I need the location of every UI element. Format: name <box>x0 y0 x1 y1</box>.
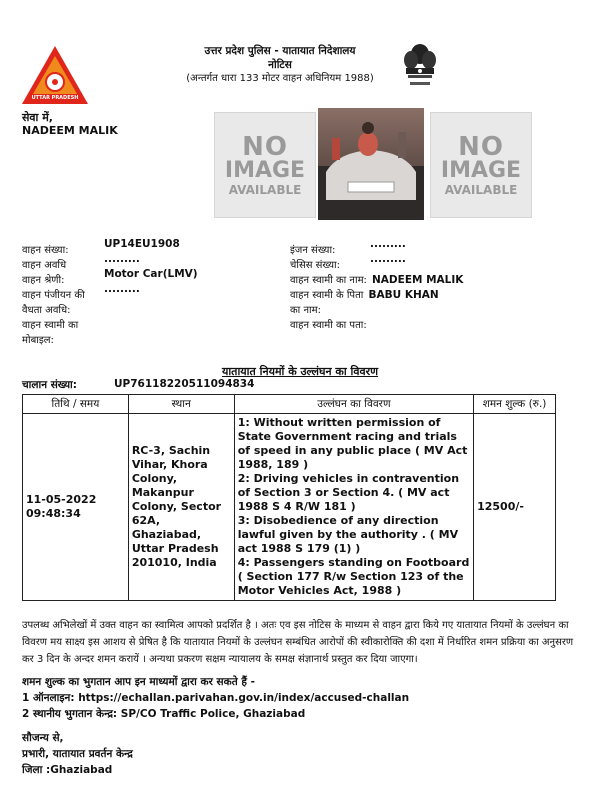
chassis-number-row: चेसिस संख्या: ......... <box>290 253 406 271</box>
vehicle-class-value: Motor Car(LMV) <box>104 268 198 280</box>
violation-date-time <box>23 414 129 601</box>
header-violation-details: उल्लंघन का विवरण <box>234 395 473 414</box>
registration-validity-row: वाहन पंजीयन की ......... <box>22 283 140 301</box>
challan-number: UP76118220511094834 <box>114 378 255 390</box>
logo-text: UTTAR PRADESH <box>31 95 79 101</box>
district-name: जिला :Ghaziabad <box>22 764 113 776</box>
up-police-logo <box>20 44 90 106</box>
table-row <box>23 414 556 601</box>
owner-address-row: वाहन स्वामी का पता: <box>290 320 367 331</box>
violation-section-title: यातायात नियमों के उल्लंघन का विवरण <box>221 365 379 378</box>
engine-number-row: इंजन संख्या: ......... <box>290 238 406 256</box>
act-section: (अन्तर्गत धारा 133 मोटर वाहन अधिनियम 1988) <box>186 73 374 84</box>
officer-title: प्रभारी, यातायात प्रवर्तन केन्द्र <box>22 748 133 760</box>
vehicle-details-right: इंजन संख्या: ......... चेसिस संख्या: ......... वाहन स्वामी का नाम: NADEEM MALIK वाहन स्वामी के पिता BABU KHAN का नाम: वाहन स्वामी का पता: <box>290 238 580 328</box>
owner-mobile-row: वाहन स्वामी का <box>22 320 79 331</box>
violation-date: 11-05-2022 <box>26 493 97 506</box>
notice-body-text: उपलब्ध अभिलेखों में उक्त वाहन का स्वामित्व आपको प्रदर्शित है । अतः एव इस नोटिस के माध्यम से वाहन द्वारा किये गए यातायात नियमों के उल्लंघन का विवरण मय साक्ष्य इस आशय से प्रेषित है कि यातायात नियमों के उल्लंघन सम्बंधित आरोपों की स्वीकारोक्ति की दशा में निर्धारित शमन प्रक्रिया का अनुसरण कर 3 दिन के अन्दर शमन करायें । अन्यथा प्रकरण सक्षम न्यायालय के समक्ष संज्ञानार्थ प्रस्तुत कर दिया जाएगा। <box>22 620 574 665</box>
payment-online-link[interactable]: 1 ऑनलाइन: https://echallan.parivahan.gov.in/index/accused-challan <box>22 692 410 704</box>
vehicle-period-row: वाहन अवधि ......... <box>22 253 140 271</box>
header-place: स्थान <box>128 395 234 414</box>
evidence-image-1: NO IMAGE AVAILABLE <box>214 112 316 218</box>
payment-heading: शमन शुल्क का भुगतान आप इन माध्यमों द्वारा कर सकते हैं - <box>22 676 255 688</box>
challan-label: चालान संख्या: <box>22 379 77 391</box>
fine-amount: 12500/- <box>474 414 556 601</box>
violation-place: RC-3, Sachin Vihar, Khora Colony, Makanpur Colony, Sector 62A, Ghaziabad, Uttar Pradesh 201010, India <box>128 414 234 601</box>
notice-title: नोटिस <box>268 59 292 71</box>
table-header-row <box>23 395 556 414</box>
violation-details: 1: Without written permission of State Government racing and trials of speed in any public place ( MV Act 1988, 189 ) 2: Driving vehicles in contravention of Section 3 or Section 4. ( MV act 1988 S 4 R/W 181 ) 3: Disobedience of any direction lawful given by the authority . ( MV act 1988 S 179 (1) ) 4: Passengers standing on Footboard ( Section 177 R/w Section 123 of the Motor Vehicles Act, 1988 ) <box>234 414 473 601</box>
owner-name-row: वाहन स्वामी का नाम: NADEEM MALIK <box>290 274 464 286</box>
national-emblem-icon <box>400 40 440 96</box>
evidence-image-2: NO IMAGE AVAILABLE <box>430 112 532 218</box>
vehicle-class-row: वाहन श्रेणी: Motor Car(LMV) <box>22 268 198 286</box>
vehicle-number-value: UP14EU1908 <box>104 238 180 250</box>
courtesy-text: सौजन्य से, <box>22 732 64 744</box>
header-fine: शमन शुल्क (रु.) <box>474 395 556 414</box>
violation-time: 09:48:34 <box>26 507 81 520</box>
vehicle-details-left: वाहन संख्या: UP14EU1908 वाहन अवधि ......... वाहन श्रेणी: Motor Car(LMV) वाहन पंजीयन की ......... वैधता अवधि: वाहन स्वामी का मोबाइल: <box>22 238 282 343</box>
vehicle-number-row: वाहन संख्या: UP14EU1908 <box>22 238 180 256</box>
owner-father-value: BABU KHAN <box>368 289 439 301</box>
recipient-name: NADEEM MALIK <box>22 124 118 137</box>
header-date-time: तिथि / समय <box>23 395 129 414</box>
owner-name-value: NADEEM MALIK <box>372 274 464 286</box>
salutation: सेवा में, <box>22 111 53 124</box>
evidence-photo <box>318 108 424 220</box>
payment-local-center: 2 स्थानीय भुगतान केन्द्र: SP/CO Traffic Police, Ghaziabad <box>22 708 306 720</box>
department-title: उत्तर प्रदेश पुलिस - यातायात निदेशालय <box>204 45 356 57</box>
violation-table <box>22 394 556 601</box>
owner-father-row: वाहन स्वामी के पिता BABU KHAN <box>290 289 439 301</box>
